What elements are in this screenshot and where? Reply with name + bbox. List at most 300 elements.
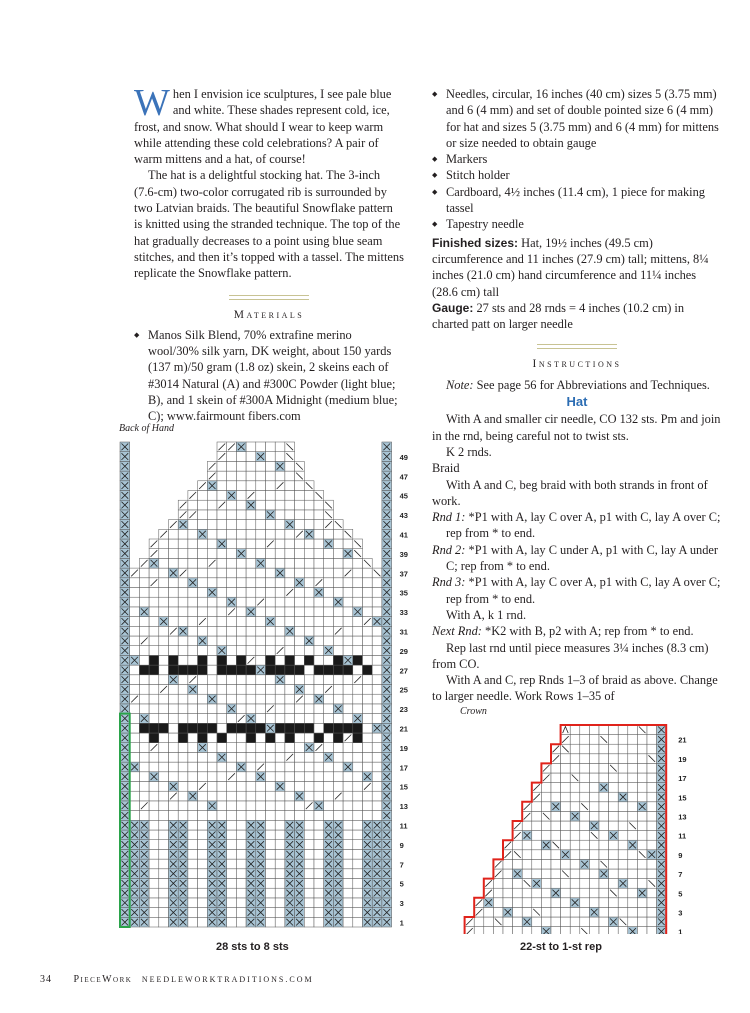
back-of-hand-title: Back of Hand — [119, 423, 174, 434]
chart-cell — [551, 811, 561, 821]
chart-cell — [130, 752, 140, 762]
chart-cell — [333, 772, 343, 782]
chart-cell — [169, 791, 179, 801]
chart-cell — [275, 481, 285, 491]
chart-cell — [304, 636, 314, 646]
chart-cell — [353, 743, 363, 753]
chart-cell — [198, 539, 208, 549]
chart-cell — [188, 782, 198, 792]
chart-cell — [295, 879, 305, 889]
chart-cell — [266, 510, 276, 520]
chart-cell — [628, 811, 638, 821]
chart-cell — [266, 801, 276, 811]
chart-cell — [169, 723, 179, 733]
chart-cell — [314, 558, 324, 568]
chart-cell — [169, 646, 179, 656]
chart-cell — [130, 917, 140, 927]
chart-cell — [609, 859, 619, 869]
chart-cell — [333, 898, 343, 908]
chart-cell — [657, 869, 667, 879]
page-number: 34 — [40, 974, 52, 985]
chart-cell — [657, 927, 667, 934]
chart-cell — [169, 597, 179, 607]
chart-cell — [363, 568, 373, 578]
chart-cell — [275, 879, 285, 889]
chart-cell — [561, 850, 571, 860]
chart-cell — [353, 665, 363, 675]
chart-cell — [178, 859, 188, 869]
chart-cell — [169, 820, 179, 830]
chart-cell — [343, 743, 353, 753]
chart-cell — [314, 801, 324, 811]
chart-cell — [139, 597, 149, 607]
chart-cell — [314, 733, 324, 743]
chart-cell — [314, 791, 324, 801]
chart-cell — [236, 646, 246, 656]
chart-cell — [333, 743, 343, 753]
chart-cell — [120, 723, 130, 733]
chart-cell — [599, 917, 609, 927]
chart-cell — [382, 898, 392, 908]
chart-cell — [246, 607, 256, 617]
chart-cell — [647, 754, 657, 764]
chart-cell — [207, 849, 217, 859]
chart-cell — [149, 597, 159, 607]
chart-cell — [382, 694, 392, 704]
chart-cell — [178, 626, 188, 636]
chart-cell — [353, 655, 363, 665]
chart-cell — [275, 461, 285, 471]
chart-cell — [227, 617, 237, 627]
chart-cell — [295, 665, 305, 675]
chart-cell — [266, 558, 276, 568]
chart-cell — [343, 549, 353, 559]
chart-cell — [363, 723, 373, 733]
chart-cell — [178, 772, 188, 782]
chart-cell — [227, 558, 237, 568]
chart-cell — [324, 801, 334, 811]
chart-cell — [647, 840, 657, 850]
chart-cell — [198, 597, 208, 607]
chart-cell — [363, 849, 373, 859]
chart-cell — [372, 704, 382, 714]
chart-cell — [227, 549, 237, 559]
chart-cell — [561, 869, 571, 879]
chart-cell — [130, 898, 140, 908]
chart-cell — [266, 539, 276, 549]
chart-cell — [227, 520, 237, 530]
chart-cell — [236, 636, 246, 646]
chart-cell — [465, 917, 475, 927]
chart-cell — [561, 888, 571, 898]
chart-cell — [363, 597, 373, 607]
chart-cell — [599, 898, 609, 908]
chart-cell — [532, 888, 542, 898]
chart-cell — [217, 646, 227, 656]
chart-cell — [314, 762, 324, 772]
chart-cell — [246, 481, 256, 491]
chart-cell — [169, 840, 179, 850]
chart-cell — [139, 743, 149, 753]
chart-cell — [236, 772, 246, 782]
chart-cell — [275, 782, 285, 792]
chart-cell — [333, 626, 343, 636]
chart-cell — [256, 762, 266, 772]
chart-cell — [570, 888, 580, 898]
chart-cell — [295, 646, 305, 656]
chart-cell — [217, 578, 227, 588]
chart-cell — [599, 888, 609, 898]
chart-cell — [266, 481, 276, 491]
chart-cell — [256, 830, 266, 840]
chart-cell — [599, 879, 609, 889]
chart-cell — [266, 743, 276, 753]
chart-cell — [618, 744, 628, 754]
chart-cell — [324, 597, 334, 607]
chart-cell — [246, 879, 256, 889]
chart-cell — [275, 752, 285, 762]
chart-cell — [314, 772, 324, 782]
next-rnd-label: Next Rnd: — [432, 624, 482, 639]
chart-cell — [256, 665, 266, 675]
chart-cell — [637, 744, 647, 754]
chart-cell — [130, 597, 140, 607]
chart-cell — [353, 636, 363, 646]
chart-cell — [256, 461, 266, 471]
chart-cell — [324, 791, 334, 801]
chart-cell — [372, 772, 382, 782]
chart-cell — [363, 908, 373, 918]
chart-cell — [236, 917, 246, 927]
chart-cell — [503, 907, 513, 917]
chart-cell — [207, 704, 217, 714]
chart-cell — [580, 811, 590, 821]
chart-cell — [285, 481, 295, 491]
chart-cell — [295, 510, 305, 520]
chart-cell — [363, 801, 373, 811]
chart-cell — [333, 908, 343, 918]
chart-cell — [372, 694, 382, 704]
chart-cell — [343, 772, 353, 782]
chart-cell — [188, 869, 198, 879]
chart-cell — [333, 675, 343, 685]
chart-cell — [618, 821, 628, 831]
chart-cell — [198, 646, 208, 656]
chart-cell — [217, 626, 227, 636]
chart-cell — [130, 694, 140, 704]
finished-label: Finished sizes: — [432, 235, 519, 250]
chart-cell — [266, 869, 276, 879]
chart-cell — [637, 917, 647, 927]
chart-cell — [580, 744, 590, 754]
chart-cell — [149, 849, 159, 859]
chart-cell — [198, 665, 208, 675]
chart-cell — [285, 685, 295, 695]
row-number: 7 — [678, 870, 683, 880]
chart-cell — [628, 869, 638, 879]
chart-cell — [149, 869, 159, 879]
chart-cell — [382, 723, 392, 733]
chart-cell — [382, 811, 392, 821]
chart-cell — [198, 617, 208, 627]
chart-cell — [130, 782, 140, 792]
chart-cell — [532, 802, 542, 812]
chart-cell — [363, 694, 373, 704]
chart-cell — [561, 744, 571, 754]
chart-cell — [637, 888, 647, 898]
chart-cell — [149, 782, 159, 792]
chart-cell — [618, 888, 628, 898]
chart-cell — [343, 636, 353, 646]
chart-cell — [580, 869, 590, 879]
chart-cell — [256, 849, 266, 859]
chart-cell — [120, 772, 130, 782]
chart-cell — [217, 840, 227, 850]
row-number: 47 — [399, 472, 408, 482]
chart-cell — [227, 723, 237, 733]
chart-cell — [551, 744, 561, 754]
chart-cell — [120, 607, 130, 617]
chart-cell — [266, 646, 276, 656]
chart-cell — [304, 849, 314, 859]
chart-cell — [599, 869, 609, 879]
chart-cell — [324, 811, 334, 821]
chart-cell — [551, 888, 561, 898]
chart-cell — [169, 685, 179, 695]
chart-cell — [207, 578, 217, 588]
chart-cell — [353, 607, 363, 617]
chart-cell — [236, 607, 246, 617]
chart-cell — [333, 811, 343, 821]
chart-cell — [120, 782, 130, 792]
chart-cell — [285, 578, 295, 588]
chart-cell — [353, 733, 363, 743]
chart-cell — [343, 898, 353, 908]
chart-cell — [227, 772, 237, 782]
chart-cell — [363, 772, 373, 782]
chart-cell — [570, 859, 580, 869]
chart-cell — [120, 588, 130, 598]
chart-cell — [333, 704, 343, 714]
chart-cell — [382, 733, 392, 743]
chart-cell — [159, 675, 169, 685]
chart-cell — [343, 888, 353, 898]
chart-cell — [159, 791, 169, 801]
chart-cell — [599, 821, 609, 831]
rnd-label: Rnd 2: — [432, 542, 466, 557]
chart-cell — [227, 898, 237, 908]
chart-cell — [647, 802, 657, 812]
chart-cell — [304, 685, 314, 695]
chart-cell — [139, 908, 149, 918]
chart-cell — [159, 665, 169, 675]
chart-cell — [333, 869, 343, 879]
chart-cell — [246, 714, 256, 724]
chart-cell — [285, 869, 295, 879]
chart-cell — [285, 520, 295, 530]
chart-cell — [236, 898, 246, 908]
chart-cell — [159, 782, 169, 792]
chart-cell — [372, 626, 382, 636]
chart-cell — [256, 917, 266, 927]
chart-cell — [130, 908, 140, 918]
chart-cell — [382, 461, 392, 471]
chart-cell — [188, 529, 198, 539]
chart-cell — [198, 791, 208, 801]
chart-cell — [178, 665, 188, 675]
chart-cell — [522, 888, 532, 898]
chart-cell — [159, 694, 169, 704]
chart-cell — [628, 831, 638, 841]
chart-cell — [295, 849, 305, 859]
chart-cell — [314, 859, 324, 869]
chart-cell — [139, 830, 149, 840]
chart-cell — [589, 802, 599, 812]
chart-cell — [198, 723, 208, 733]
chart-cell — [324, 733, 334, 743]
chart-cell — [198, 704, 208, 714]
chart-cell — [551, 792, 561, 802]
chart-cell — [256, 500, 266, 510]
chart-cell — [207, 607, 217, 617]
chart-cell — [285, 859, 295, 869]
chart-cell — [363, 840, 373, 850]
chart-cell — [188, 879, 198, 889]
chart-cell — [353, 859, 363, 869]
chart-cell — [628, 927, 638, 934]
chart-cell — [256, 636, 266, 646]
chart-cell — [256, 578, 266, 588]
chart-cell — [285, 461, 295, 471]
chart-cell — [570, 754, 580, 764]
chart-cell — [628, 735, 638, 745]
chart-cell — [314, 840, 324, 850]
chart-cell — [275, 704, 285, 714]
chart-cell — [198, 520, 208, 530]
chart-cell — [149, 588, 159, 598]
chart-cell — [618, 907, 628, 917]
chart-cell — [570, 792, 580, 802]
chart-cell — [372, 811, 382, 821]
chart-cell — [372, 607, 382, 617]
chart-cell — [343, 830, 353, 840]
chart-cell — [295, 859, 305, 869]
chart-cell — [285, 714, 295, 724]
chart-cell — [130, 849, 140, 859]
chart-cell — [178, 820, 188, 830]
chart-cell — [256, 646, 266, 656]
chart-cell — [314, 694, 324, 704]
chart-cell — [120, 743, 130, 753]
chart-cell — [314, 820, 324, 830]
chart-cell — [304, 704, 314, 714]
chart-cell — [382, 791, 392, 801]
chart-cell — [236, 588, 246, 598]
chart-cell — [295, 549, 305, 559]
chart-cell — [236, 879, 246, 889]
chart-cell — [314, 908, 324, 918]
chart-cell — [657, 898, 667, 908]
chart-cell — [382, 772, 392, 782]
chart-cell — [493, 888, 503, 898]
chart-cell — [333, 549, 343, 559]
chart-cell — [618, 792, 628, 802]
chart-cell — [493, 917, 503, 927]
chart-cell — [227, 752, 237, 762]
chart-cell — [324, 704, 334, 714]
chart-cell — [314, 714, 324, 724]
chart-cell — [178, 704, 188, 714]
chart-cell — [532, 917, 542, 927]
chart-cell — [178, 898, 188, 908]
left-column — [134, 82, 404, 425]
chart-cell — [295, 558, 305, 568]
chart-cell — [324, 908, 334, 918]
chart-cell — [363, 578, 373, 588]
chart-cell — [295, 811, 305, 821]
rnd-3 — [432, 574, 722, 607]
chart-cell — [363, 782, 373, 792]
chart-cell — [363, 917, 373, 927]
chart-cell — [236, 811, 246, 821]
chart-cell — [493, 879, 503, 889]
chart-cell — [551, 754, 561, 764]
chart-cell — [178, 500, 188, 510]
chart-cell — [647, 773, 657, 783]
chart-cell — [266, 849, 276, 859]
chart-cell — [304, 529, 314, 539]
chart-cell — [304, 908, 314, 918]
chart-cell — [522, 802, 532, 812]
chart-cell — [139, 694, 149, 704]
chart-cell — [285, 636, 295, 646]
chart-cell — [120, 471, 130, 481]
chart-cell — [343, 908, 353, 918]
chart-cell — [169, 733, 179, 743]
chart-cell — [513, 879, 523, 889]
chart-cell — [236, 500, 246, 510]
chart-cell — [266, 723, 276, 733]
chart-cell — [353, 723, 363, 733]
chart-cell — [246, 626, 256, 636]
chart-cell — [207, 791, 217, 801]
chart-cell — [484, 898, 494, 908]
chart-cell — [120, 714, 130, 724]
chart-cell — [169, 704, 179, 714]
chart-cell — [198, 636, 208, 646]
chart-cell — [246, 782, 256, 792]
chart-cell — [637, 802, 647, 812]
chart-cell — [178, 568, 188, 578]
chart-cell — [159, 849, 169, 859]
chart-cell — [285, 811, 295, 821]
chart-cell — [188, 520, 198, 530]
chart-cell — [618, 773, 628, 783]
chart-cell — [120, 869, 130, 879]
chart-cell — [149, 626, 159, 636]
chart-cell — [324, 675, 334, 685]
chart-cell — [236, 733, 246, 743]
chart-cell — [295, 869, 305, 879]
chart-cell — [159, 859, 169, 869]
chart-cell — [169, 743, 179, 753]
chart-cell — [217, 539, 227, 549]
chart-cell — [382, 442, 392, 452]
chart-cell — [333, 655, 343, 665]
chart-cell — [188, 617, 198, 627]
chart-cell — [198, 752, 208, 762]
chart-cell — [120, 898, 130, 908]
